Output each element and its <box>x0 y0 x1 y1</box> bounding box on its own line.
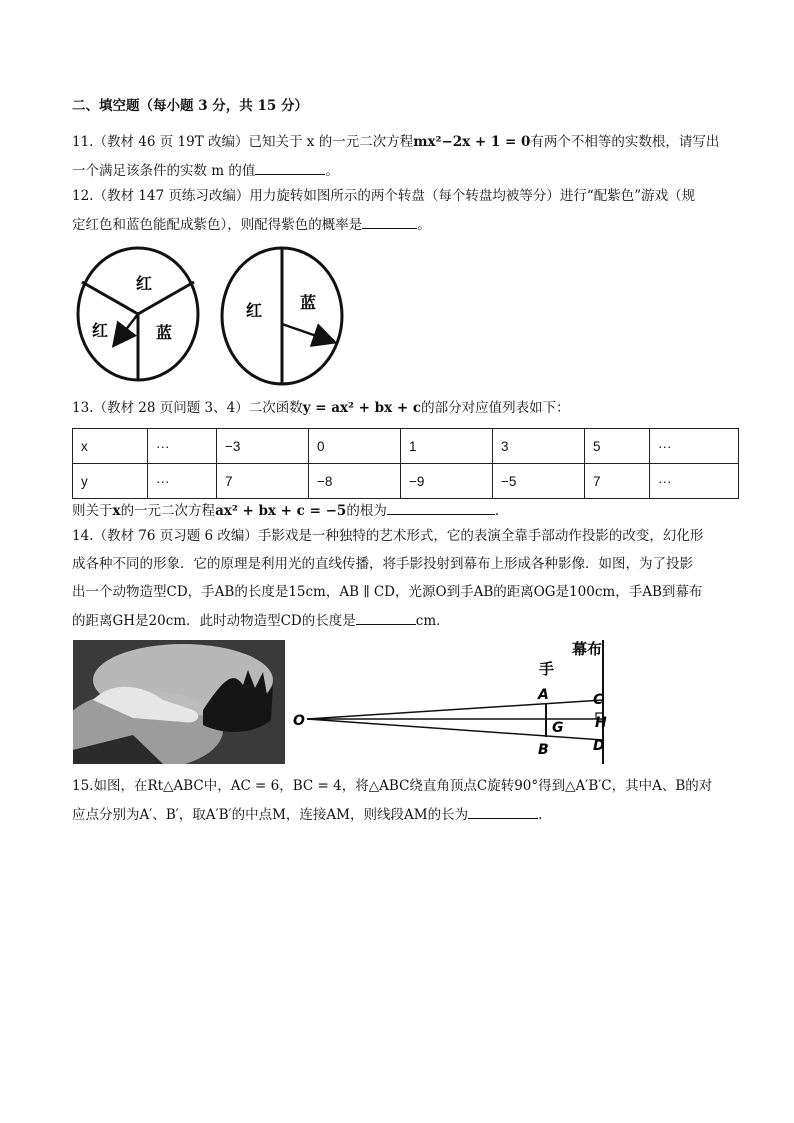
q11-equation: mx²−2x + 1 = 0 <box>413 134 531 150</box>
table-cell: ··· <box>650 464 739 499</box>
table-cell: 0 <box>309 429 401 464</box>
q11-text-end: 。 <box>325 163 339 179</box>
table-row-y <box>73 464 739 499</box>
label-A: A <box>538 687 549 703</box>
table-cell: 7 <box>217 464 309 499</box>
q13-answer-end: . <box>494 503 500 519</box>
q14-line1: 14.（教材 76 页习题 6 改编）手影戏是一种独特的艺术形式，它的表演全靠手部动作投影的改变，幻化形 <box>72 528 704 544</box>
hand-shadow-photo <box>73 640 285 764</box>
table-cell: 3 <box>493 429 585 464</box>
q12-text-line2: 定红色和蓝色能配成紫色），则配得紫色的概率是 <box>72 217 363 233</box>
table-cell: 7 <box>585 464 650 499</box>
hand-shadow-image <box>73 640 285 764</box>
q14-line2: 成各种不同的形象．它的原理是利用光的直线传播，将手影投射到幕布上形成各种影像．如图，为了投影 <box>72 556 693 572</box>
label-O: O <box>293 713 305 729</box>
q13-text-pre: 13.（教材 28 页问题 3、4）二次函数 <box>72 400 303 416</box>
label-B: B <box>538 742 549 758</box>
q12-answer-blank[interactable] <box>362 214 417 229</box>
table-cell: −8 <box>309 464 401 499</box>
q15-text-line2: 应点分别为A′、B′，取A′B′的中点M，连接AM，则线段AM的长为 <box>72 807 469 823</box>
q14-text-line4: 的距离GH是20cm．此时动物造型CD的长度是 <box>72 613 356 629</box>
q12-line1: 12.（教材 147 页练习改编）用力旋转如图所示的两个转盘（每个转盘均被等分）进行“配紫色”游戏（规 <box>72 188 696 204</box>
right-blue: 蓝 <box>300 293 317 312</box>
q11-text-line2: 一个满足该条件的实数 m 的值 <box>72 163 256 179</box>
q13-answer-x: x <box>112 503 121 519</box>
q11-line1 <box>72 132 719 152</box>
q14-answer-blank[interactable] <box>356 610 416 625</box>
spinner-right <box>222 248 342 384</box>
spinners-figure <box>70 244 360 389</box>
q13-line1 <box>72 398 570 418</box>
q13-answer-equation: ax² + bx + c = −5 <box>215 503 347 519</box>
label-hand: 手 <box>539 660 555 678</box>
table-cell: 5 <box>585 429 650 464</box>
label-H: H <box>595 715 607 731</box>
left-red-left: 红 <box>92 321 109 340</box>
q14-line4 <box>72 610 450 631</box>
q12-text-end: 。 <box>417 217 431 233</box>
right-red: 红 <box>246 301 263 320</box>
q12-line2 <box>72 214 431 235</box>
q13-text-post: 的部分对应值列表如下： <box>421 400 570 416</box>
q15-text-end: . <box>538 807 543 823</box>
q13-answer-post: 的根为 <box>346 503 387 519</box>
q11-text-post: 有两个不相等的实数根，请写出 <box>530 134 720 150</box>
q11-line2 <box>72 160 339 181</box>
left-blue: 蓝 <box>156 323 173 342</box>
table-cell: ··· <box>148 464 217 499</box>
q13-answer-blank[interactable] <box>387 500 495 515</box>
q14-text-end: cm． <box>415 613 450 629</box>
table-cell: −3 <box>217 429 309 464</box>
table-cell: −9 <box>401 464 493 499</box>
projection-diagram <box>285 636 615 766</box>
table-cell: −5 <box>493 464 585 499</box>
label-C: C <box>593 692 604 708</box>
q13-answer-pre: 则关于 <box>72 503 113 519</box>
spinner-left <box>78 248 198 380</box>
q15-line1: 15.如图，在Rt△ABC中，AC = 6，BC = 4，将△ABC绕直角顶点C旋转90°得到△A′B′C，其中A、B的对 <box>72 778 713 794</box>
q13-value-table <box>72 428 739 499</box>
table-row-x <box>73 429 739 464</box>
q11-text-pre: 11.（教材 46 页 19T 改编）已知关于 x 的一元二次方程 <box>72 134 414 150</box>
q13-equation: y = ax² + bx + c <box>302 400 422 416</box>
q15-answer-blank[interactable] <box>468 804 538 819</box>
table-cell: ··· <box>148 429 217 464</box>
table-cell: 1 <box>401 429 493 464</box>
q15-line2 <box>72 804 542 825</box>
q13-answer-mid: 的一元二次方程 <box>120 503 216 519</box>
section-title: 二、填空题（每小题 3 分，共 15 分） <box>72 98 308 114</box>
q13-answer-line <box>72 500 499 521</box>
left-red-top: 红 <box>136 274 153 293</box>
table-cell: x <box>73 429 148 464</box>
label-D: D <box>593 738 605 754</box>
q11-answer-blank[interactable] <box>255 160 325 175</box>
table-cell: ··· <box>650 429 739 464</box>
table-cell: y <box>73 464 148 499</box>
label-G: G <box>552 720 564 736</box>
q14-line3: 出一个动物造型CD，手AB的长度是15cm，AB ∥ CD，光源O到手AB的距离OG是100cm，手AB到幕布 <box>72 584 703 600</box>
label-screen: 幕布 <box>572 640 603 658</box>
